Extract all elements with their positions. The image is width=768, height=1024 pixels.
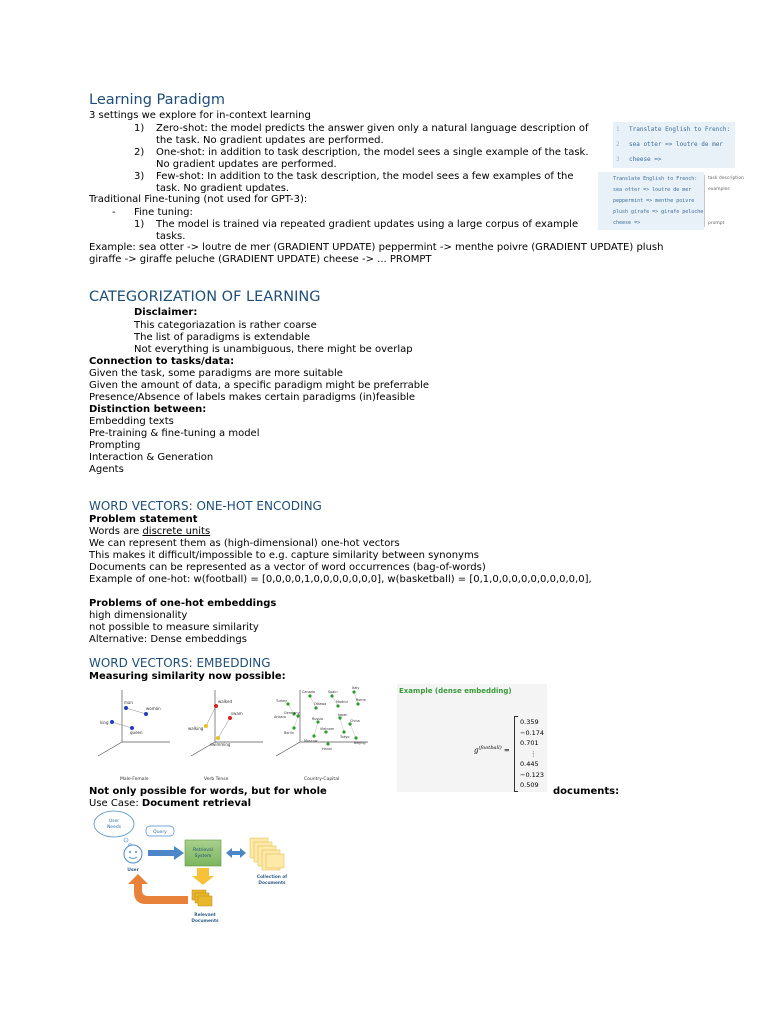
word-label: Ottawa [314, 702, 327, 706]
point-tokyo [342, 730, 345, 733]
words-line [89, 526, 210, 538]
word-vector-svg [88, 684, 384, 784]
list-number: 1) [134, 219, 145, 230]
document-retrieval-figure [88, 810, 294, 928]
point-walked [214, 704, 218, 708]
prompt-line: peppermint => menthe poivre [613, 198, 695, 204]
point-ottawa [314, 706, 317, 709]
problems-label: Problems of one-hot embeddings [89, 598, 277, 609]
point-canada [308, 694, 311, 697]
example-text-continued: giraffe -> giraffe peluche (GRADIENT UPDATE) cheese -> ... PROMPT [89, 254, 432, 265]
point-italy [352, 690, 355, 693]
word-label: Hanoi [322, 747, 332, 751]
vector-value: 0.445 [520, 760, 539, 768]
list-item-continued: task. No gradient updates. [156, 183, 290, 194]
connection-line: Given the amount of data, a specific paradigm might be preferrable [89, 380, 430, 391]
disclaimer-line: This categoriazation is rather coarse [134, 320, 317, 331]
embedding-label [474, 745, 510, 754]
vector-value: −0.123 [520, 770, 545, 779]
problems-line: high dimensionality [89, 610, 188, 621]
disclaimer-line: The list of paradigms is extendable [134, 332, 311, 343]
retrieval-system-box [185, 840, 221, 866]
point-hanoi [326, 742, 329, 745]
prompt-line: cheese => [613, 220, 641, 226]
collection-label: Documents [258, 881, 286, 886]
intro-text: 3 settings we explore for in-context learning [89, 110, 311, 121]
arrow-down-icon [192, 868, 214, 885]
word-label: Moscow [304, 739, 318, 743]
word-label: man [124, 700, 133, 705]
word-label: Beijing [354, 741, 366, 745]
distinction-line: Interaction & Generation [89, 452, 214, 463]
retrieval-diagram-svg [88, 810, 294, 928]
prompt-line: Translate English to French: [629, 126, 731, 133]
word-label: woman [146, 706, 161, 711]
list-item-continued: the task. No gradient updates are performed. [156, 135, 384, 146]
section-title-categorization: CATEGORIZATION OF LEARNING [89, 289, 321, 305]
list-item-continued: No gradient updates are performed. [156, 159, 337, 170]
query-text: Query [153, 830, 167, 835]
finetune-title: Traditional Fine-tuning (not used for GPT-3): [89, 194, 308, 205]
arrow-to-system-icon [148, 846, 184, 860]
prompt-line: Translate English to French: [613, 176, 698, 182]
zero-shot-prompt-figure: 1 2 3 Translate English to French: sea otter => loutre de mer cheese => [613, 122, 735, 168]
return-arrow-icon [128, 874, 188, 904]
problems-line: not possible to measure similarity [89, 622, 259, 633]
body-line: Example of one-hot: w(football) = [0,0,0,0,1,0,0,0,0,0,0,0], w(basketball) = [0,1,0,0,0,0,0,0,0,0,0,0], [89, 574, 592, 585]
system-text: System [194, 854, 212, 859]
word-label: China [350, 719, 360, 723]
list-item: Few-shot: In addition to the task description, the model sees a few examples of the [156, 171, 574, 182]
list-item: The model is trained via repeated gradient updates using a large corpus of example [156, 219, 579, 230]
user-label: User [127, 868, 139, 873]
dense-embedding-title: Example (dense embedding) [399, 687, 512, 695]
embedding-label-sup: (football) [478, 745, 502, 751]
measuring-label: Measuring similarity now possible: [89, 671, 286, 682]
word-vector-figure [88, 684, 384, 784]
point-madrid [336, 704, 339, 707]
word-label: Ankara [274, 715, 286, 719]
problem-statement-label: Problem statement [89, 514, 198, 525]
bubble-text: User [108, 819, 120, 824]
prompt-line: plush girafe => girafe peluche [613, 209, 704, 215]
few-shot-code-box [598, 172, 704, 230]
bullet-dash: - [112, 207, 116, 218]
list-number: 1) [134, 123, 145, 134]
list-number: 3) [134, 171, 145, 182]
few-shot-prompt-figure [598, 172, 744, 230]
list-item: One-shot: in addition to task description, the model sees a single example of the task. [156, 147, 589, 158]
thought-bubble [94, 811, 134, 837]
point-swam [228, 716, 232, 720]
word-label: walking [188, 726, 204, 731]
word-label: Spain [328, 690, 338, 694]
word-label: Madrid [336, 700, 348, 704]
prompt-line: sea otter => loutre de mer [629, 141, 723, 148]
system-text: Retrieval [193, 848, 213, 853]
word-label: Turkey [276, 699, 288, 703]
use-case-line [89, 798, 251, 810]
vector-value: 0.359 [520, 718, 539, 726]
vector-value: 0.701 [520, 739, 539, 747]
body-line: Documents can be represented as a vector of word occurrences (bag-of-words) [89, 562, 486, 573]
vector-bracket [514, 716, 518, 792]
dense-embedding-figure [397, 684, 547, 792]
word-label: swam [231, 711, 243, 716]
panel-caption: Verb Tense [204, 777, 229, 782]
relevant-label: Relevant [194, 913, 216, 918]
words-prefix: Words are [89, 526, 143, 537]
word-label: Germany [284, 711, 300, 715]
vector-value: −0.174 [520, 728, 545, 737]
point-walking [204, 724, 208, 728]
use-case-prefix: Use Case: [89, 798, 142, 809]
distinction-line: Embedding texts [89, 416, 174, 427]
distinction-line: Agents [89, 464, 124, 475]
side-label: task description [708, 176, 744, 181]
point-swimming [216, 736, 220, 740]
example-text: Example: sea otter -> loutre de mer (GRADIENT UPDATE) peppermint -> menthe poivre (GRADIENT UPDATE) plush [89, 242, 664, 253]
word-label: Tokyo [340, 735, 350, 739]
word-label: Rome [356, 698, 366, 702]
point-rome [356, 702, 359, 705]
word-label: king [100, 720, 109, 725]
word-label: Italy [352, 686, 360, 690]
word-label: Russia [312, 717, 323, 721]
point-king [110, 720, 114, 724]
word-label: Japan [338, 713, 348, 717]
disclaimer-label: Disclaimer: [134, 307, 198, 318]
not-only-text: Not only possible for words, but for whole [89, 786, 327, 797]
word-label: swimming [210, 742, 231, 747]
disclaimer-line: Not everything is unambiguous, there might be overlap [134, 344, 413, 355]
distinction-line: Pre-training & fine-tuning a model [89, 428, 260, 439]
documents-text: documents: [553, 786, 620, 797]
point-moscow [312, 734, 315, 737]
double-arrow-icon [226, 848, 246, 858]
connection-label: Connection to tasks/data: [89, 356, 235, 367]
use-case-title: Document retrieval [141, 798, 252, 809]
user-face-icon [124, 845, 142, 863]
finetune-label: Fine tuning: [134, 207, 193, 218]
problems-line: Alternative: Dense embeddings [89, 634, 247, 645]
point-man [124, 706, 128, 710]
discrete-units-text: discrete units [142, 526, 211, 537]
side-label: prompt [708, 221, 725, 226]
point-beijing [354, 736, 357, 739]
distinction-line: Prompting [89, 440, 141, 451]
word-label: Vietnam [320, 727, 335, 731]
vector-values [520, 717, 544, 791]
body-line: We can represent them as (high-dimensional) one-hot vectors [89, 538, 400, 549]
point-spain [330, 694, 333, 697]
word-label: Berlin [284, 731, 294, 735]
collection-documents-icon [250, 838, 284, 870]
side-label: examples [708, 187, 730, 192]
point-berlin [292, 726, 295, 729]
list-item: Zero-shot: the model predicts the answer given only a natural language description of [156, 123, 589, 134]
bubble-text: Needs [106, 825, 122, 830]
prompt-line: cheese => [629, 156, 662, 163]
collection-label: Collection of [256, 875, 288, 880]
word-label: walked [218, 699, 233, 704]
body-line: This makes it difficult/impossible to e.g. capture similarity between synonyms [89, 550, 479, 561]
relevant-label: Documents [191, 919, 219, 924]
relevant-documents-icon [192, 890, 212, 906]
point-woman [144, 712, 148, 716]
word-label: queen [130, 730, 143, 735]
panel-caption: Country-Capital [304, 777, 340, 782]
prompt-line: sea otter => loutre de mer [613, 187, 692, 193]
distinction-label: Distinction between: [89, 404, 207, 415]
vector-value: 0.509 [520, 781, 539, 789]
word-label: Canada [302, 690, 315, 694]
connection-line: Presence/Absence of labels makes certain paradigms (in)feasible [89, 392, 415, 403]
vector-ellipsis: ⋮ [530, 749, 537, 758]
equals-sign: = [503, 746, 510, 755]
connection-line: Given the task, some paradigms are more suitable [89, 368, 343, 379]
embedding-label-base: g [474, 746, 479, 755]
panel-caption: Male-Female [120, 777, 149, 782]
list-number: 2) [134, 147, 145, 158]
section-title-embedding: WORD VECTORS: EMBEDDING [89, 656, 271, 670]
section-title-one-hot: WORD VECTORS: ONE-HOT ENCODING [89, 499, 322, 513]
bracket-divider [704, 175, 705, 227]
section-title-learning-paradigm: Learning Paradigm [89, 92, 225, 108]
list-item-continued: tasks. [156, 231, 186, 242]
